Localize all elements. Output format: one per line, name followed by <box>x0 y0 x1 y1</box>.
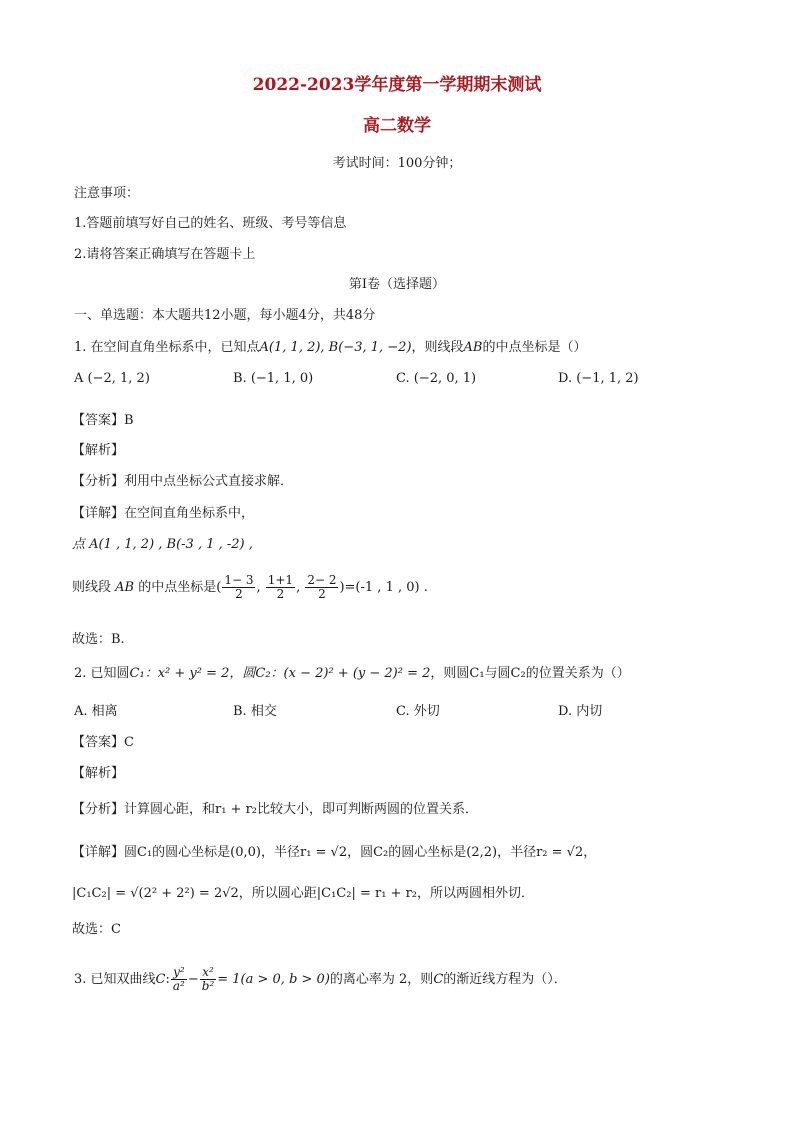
q1-points: 点 A(1 , 1, 2) , B(-3 , 1 , -2) , <box>72 537 253 552</box>
question-3-stem: 3. 已知双曲线C: $\frac{\text{y²}}{\text{a²}}$ − $\frac{\text{x²}}{\text{b²}}$ = 1(a > 0, b > 0)的离心率为 2，则C的渐近线方程为（）． <box>74 965 567 993</box>
q2-option-b: B. 相交 <box>233 704 277 719</box>
q1-xiangjie: 【详解】在空间直角坐标系中， <box>72 506 255 521</box>
q2-fenxi: 【分析】计算圆心距，和r₁ + r₂比较大小，即可判断两圆的位置关系． <box>72 802 479 817</box>
exam-time: 考试时间：100分钟； <box>332 156 462 171</box>
fraction-x: $\frac{\text{x²}}{\text{b²}}$ <box>201 965 215 993</box>
question-1-stem: 1. 在空间直角坐标系中，已知点A(1, 1, 2), B(−3, 1, −2)，则线段AB的中点坐标是（） <box>74 340 587 355</box>
exam-title: 2022-2023学年度第一学期期末测试 <box>252 75 542 95</box>
fraction-1: $\frac{1- 3}{2}$ <box>224 573 254 601</box>
q2-analysis-label: 【解析】 <box>72 766 125 781</box>
question-2-stem: 2. 已知圆C₁：x² + y² = 2，圆C₂：(x − 2)² + (y − 2)² = 2，则圆C₁与圆C₂的位置关系为（） <box>74 666 630 681</box>
fraction-3: $\frac{2- 2}{2}$ <box>307 573 337 601</box>
q2-answer: 【答案】C <box>72 735 134 750</box>
section-title: 第I卷（选择题） <box>348 277 446 292</box>
q2-choose: 故选：C <box>72 922 121 937</box>
q1-option-b: B. (−1, 1, 0) <box>233 371 314 386</box>
q2-option-d: D. 内切 <box>558 704 603 719</box>
notes-heading: 注意事项： <box>74 186 140 201</box>
notes-item-1: 1.答题前填写好自己的姓名、班级、考号等信息 <box>74 216 347 231</box>
q1-option-c: C. (−2, 0, 1) <box>396 371 477 386</box>
q2-distance: |C₁C₂| = √(2² + 2²) = 2√2，所以圆心距|C₁C₂| = r₁ + r₂，所以两圆相外切． <box>72 886 535 901</box>
q1-choose: 故选：B. <box>72 632 125 647</box>
part-heading: 一、单选题：本大题共12小题，每小题4分，共48分 <box>74 308 376 323</box>
q1-fenxi: 【分析】利用中点坐标公式直接求解． <box>72 474 294 489</box>
q1-analysis-label: 【解析】 <box>72 443 125 458</box>
q1-option-d: D. (−1, 1, 2) <box>558 371 639 386</box>
q1-option-a: A (−2, 1, 2) <box>74 371 150 386</box>
q1-midpoint-line: 则线段 AB 的中点坐标是( $\frac{1- 3}{2}$ , $\frac{1+1}{2}$ , $\frac{2- 2}{2}$ )=(-1 , 1 , 0) . <box>72 573 428 601</box>
q2-option-a: A. 相离 <box>74 704 118 719</box>
fraction-y: $\frac{\text{y²}}{\text{a²}}$ <box>172 965 185 993</box>
q2-xiangjie: 【详解】圆C₁的圆心坐标是(0,0)，半径r₁ = √2，圆C₂的圆心坐标是(2,2)，半径r₂ = √2， <box>72 845 597 860</box>
exam-subtitle: 高二数学 <box>363 116 431 136</box>
q2-option-c: C. 外切 <box>396 704 440 719</box>
fraction-2: $\frac{1+1}{2}$ <box>267 573 294 601</box>
notes-item-2: 2.请将答案正确填写在答题卡上 <box>74 247 256 262</box>
q1-answer: 【答案】B <box>72 413 134 428</box>
